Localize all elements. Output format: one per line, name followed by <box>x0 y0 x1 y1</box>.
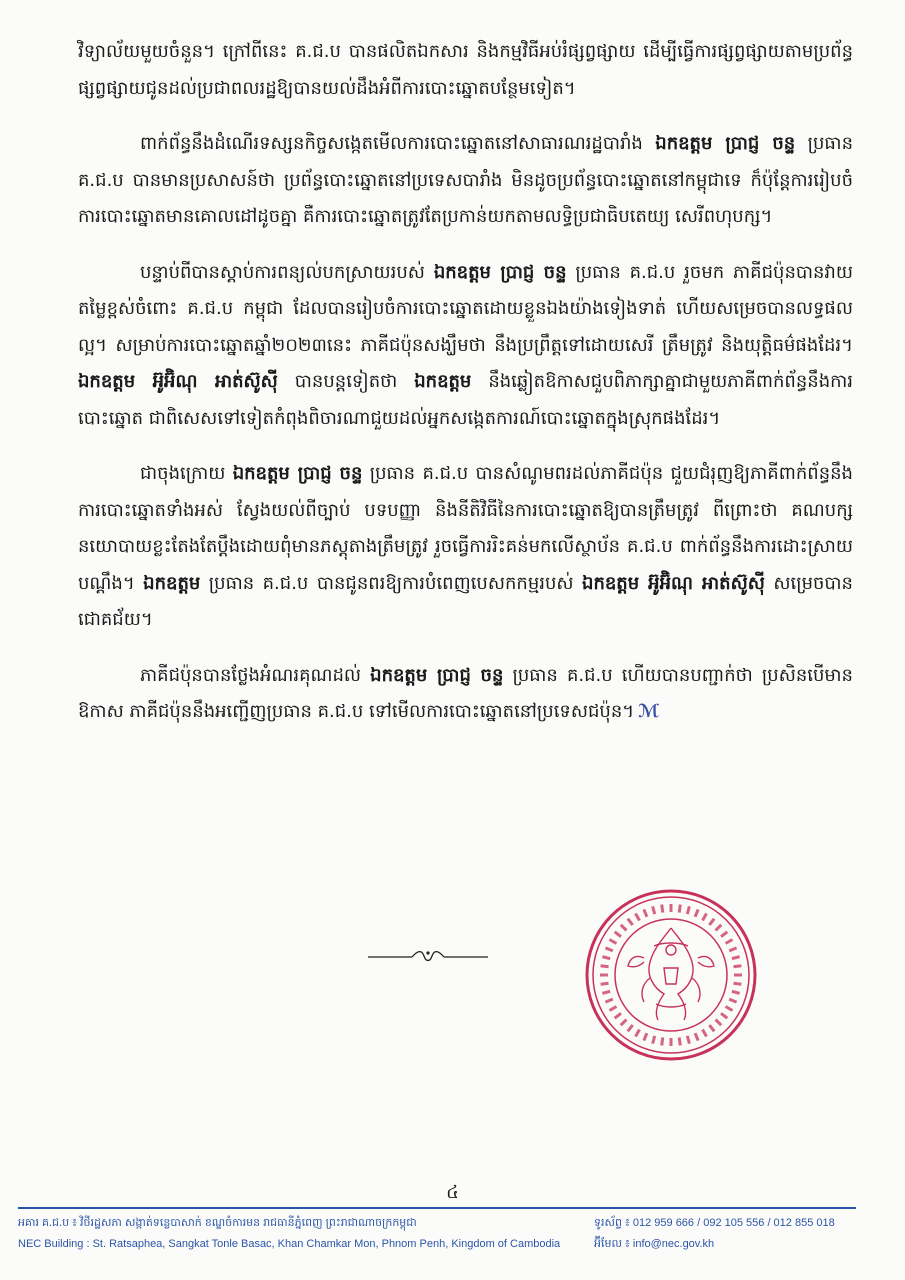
seal-lettering-mark <box>701 1029 708 1037</box>
seal-lettering-mark <box>686 906 691 915</box>
paragraph-text: វិទ្យាល័យមួយចំនួន។ ក្រៅពីនេះ គ.ជ.ប បានផលិតឯកសារ និងកម្មវិធីអប់រំផ្សព្វផ្សាយ ដើម្បីធ្វើការផ្សព្វផ្សាយតាមប្រព័ន្ធផ្សព្វផ្សាយជូនដល់ប្រជាពលរដ្ឋឱ្យបានយល់ដឹងអំពីការបោះឆ្នោតបន្ថែមទៀត។ <box>78 41 853 99</box>
footer-phone: ទូរស័ព្ទ ៖ 012 959 666 / 092 105 556 / 012 855 018 <box>594 1217 835 1229</box>
seal-lettering-mark <box>634 913 641 921</box>
paragraph-text: នឹងឆ្លៀតឱកាសជួបពិភាក្សាគ្នាជាមួយភាគីពាក់ព័ន្ធនឹងការបោះឆ្នោត ជាពិសេសទៅទៀតកំពុងពិចារណាជួយដល់អ្នកសង្កេតការណ៍បោះឆ្នោតក្នុងស្រុកផងដែរ។ <box>78 371 853 429</box>
seal-lettering-mark <box>729 998 738 1004</box>
seal-lettering-mark <box>600 982 608 986</box>
seal-lettering-mark <box>733 982 741 986</box>
footer-address-english: NEC Building : St. Ratsaphea, Sangkat Tonle Basac, Khan Chamkar Mon, Phnom Penh, Kingdom of Cambodia <box>18 1238 561 1250</box>
seal-lettering-mark <box>614 1012 622 1019</box>
paragraph-text: ពាក់ព័ន្ធនឹងដំណើរទស្សនកិច្ចសង្កេតមើលការបោះឆ្នោតនៅសាធារណរដ្ឋបារាំង <box>140 133 656 154</box>
footer-divider <box>18 1207 856 1209</box>
paragraph-text: បានបន្តទៀតថា <box>277 371 415 392</box>
seal-lettering-mark <box>627 1024 634 1032</box>
footer-address <box>18 1213 588 1255</box>
body-text <box>78 34 853 750</box>
seal-lettering-mark <box>708 918 715 926</box>
seal-lettering-mark <box>725 938 733 945</box>
seal-lettering-mark <box>714 924 722 932</box>
seal-lettering-mark <box>686 1035 691 1044</box>
divider-ornament <box>368 948 488 964</box>
name-emphasis: ឯកឧត្តម ប្រាជ្ញ ចន្ទ <box>232 463 363 484</box>
seal-lettering-mark <box>731 955 740 960</box>
seal-lettering-mark <box>708 1024 715 1032</box>
footer-address-khmer: អគារ គ.ជ.ប ៖ វិថីរដ្ឋសភា សង្កាត់ទន្លេបាសាក់ ខណ្ឌចំការមន រាជធានីភ្នំពេញ ព្រះរាជាណាចក្រកម្ពុជា <box>18 1217 417 1229</box>
name-emphasis: ឯកឧត្តម <box>414 371 472 392</box>
seal-lettering-mark <box>678 1037 682 1045</box>
seal-lettering-mark <box>620 1018 628 1026</box>
paragraph <box>78 658 853 731</box>
seal-lettering-mark <box>620 924 628 932</box>
seal-lettering-mark <box>734 974 742 977</box>
paragraph-text: ប្រធាន គ.ជ.ប បានជូនពរឱ្យការបំពេញបេសកកម្មរបស់ <box>200 572 583 594</box>
seal-lettering-mark <box>660 904 664 912</box>
seal-lettering-mark <box>731 990 740 995</box>
official-seal <box>584 888 758 1062</box>
seal-lettering-mark <box>600 974 608 977</box>
seal-lettering-mark <box>602 955 611 960</box>
seal-lettering-mark <box>701 913 708 921</box>
seal-lettering-mark <box>609 1005 617 1012</box>
paragraph-text: ប្រធាន គ.ជ.ប បានសំណូមពរដល់ភាគីជប៉ុន ជួយជំរុញឱ្យភាគីពាក់ព័ន្ធនឹងការបោះឆ្នោតទាំងអស់ ស្វែងយល់ពីច្បាប់ បទបញ្ញា និងនីតិវិធីនៃការបោះឆ្នោតឱ្យបានត្រឹមត្រូវ ពីព្រោះថា គណបក្សនយោបាយខ្លះតែងតែប្តឹងដោយពុំមានភស្តុតាងត្រឹមត្រូវ រួចធ្វើការរិះគន់មកលើស្ថាប័ន គ.ជ.ប ពាក់ព័ន្ធនឹងការដោះស្រាយបណ្តឹង។ <box>78 463 853 594</box>
seal-lettering-mark <box>670 1038 673 1046</box>
name-emphasis: ឯកឧត្តម <box>143 572 201 594</box>
seal-lettering-mark <box>609 938 617 945</box>
seal-lettering-mark <box>678 904 682 912</box>
seal-lettering-mark <box>600 964 608 968</box>
paragraph <box>78 126 853 236</box>
page-number: ៤ <box>446 1182 459 1203</box>
seal-lettering-mark <box>605 998 614 1004</box>
seal-lettering-mark <box>605 946 614 952</box>
footer-email: អ៊ីមែល ៖ info@nec.gov.kh <box>594 1238 715 1250</box>
seal-lettering-mark <box>642 909 648 918</box>
paragraph <box>78 456 853 639</box>
seal-lettering-mark <box>694 1033 700 1042</box>
seal-lettering-mark <box>729 946 738 952</box>
seal-lettering-mark <box>651 906 656 915</box>
seal-lettering-mark <box>614 931 622 938</box>
seal-lettering-mark <box>670 904 673 912</box>
seal-lettering-mark <box>725 1005 733 1012</box>
paragraph <box>78 34 853 107</box>
paragraph <box>78 255 853 438</box>
paragraph-text: ជាចុងក្រោយ <box>140 463 233 484</box>
name-emphasis: ឯកឧត្តម ប្រាជ្ញ ចន្ទ <box>655 133 796 154</box>
paragraph-text: ប្រធាន គ.ជ.ប បានមានប្រសាសន៍ថា ប្រព័ន្ធបោះឆ្នោតនៅប្រទេសបារាំង មិនដូចប្រព័ន្ធបោះឆ្នោតនៅកម្ពុជាទេ ក៏ប៉ុន្តែការរៀបចំការបោះឆ្នោតមានគោលដៅដូចគ្នា គឺការបោះឆ្នោតត្រូវតែប្រកាន់យកតាមលទ្ធិប្រជាធិបតេយ្យ សេរីពហុបក្ស។ <box>78 133 853 227</box>
seal-lettering-mark <box>660 1037 664 1045</box>
name-emphasis: ឯកឧត្តម ប្រាជ្ញ ចន្ទ <box>433 261 567 283</box>
seal-lettering-mark <box>634 1029 641 1037</box>
seal-lettering-mark <box>720 1012 728 1019</box>
seal-lettering-mark <box>694 909 700 918</box>
paragraph-text: ភាគីជប៉ុនបានថ្លែងអំណរគុណដល់ <box>140 664 371 686</box>
name-emphasis: ឯកឧត្តម អ៊ូអ៊ិណុ អាត់ស៊ូស៊ី <box>78 371 278 392</box>
seal-lettering-mark <box>602 990 611 995</box>
name-emphasis: ឯកឧត្តម អ៊ូអ៊ិណុ អាត់ស៊ូស៊ី <box>582 572 765 594</box>
footer-contact <box>594 1213 864 1255</box>
paragraph-text: បន្ទាប់ពីបានស្តាប់ការពន្យល់បកស្រាយរបស់ <box>140 261 434 283</box>
seal-lettering-mark <box>714 1018 722 1026</box>
seal-lettering-mark <box>642 1033 648 1042</box>
seal-lettering-mark <box>733 964 741 968</box>
name-emphasis: ឯកឧត្តម ប្រាជ្ញ ចន្ទ <box>370 664 504 686</box>
paragraph-text: ប្រធាន គ.ជ.ប ហើយបានបញ្ជាក់ថា ប្រសិនបើមានឱកាស ភាគីជប៉ុននឹងអញ្ជើញប្រធាន គ.ជ.ប ទៅមើលការបោះឆ្នោតនៅប្រទេសជប៉ុន។ <box>78 664 853 722</box>
seal-lettering-mark <box>651 1035 656 1044</box>
paragraph-text: ប្រធាន គ.ជ.ប រួចមក ភាគីជប៉ុនបានវាយតម្លៃខ្ពស់ចំពោះ គ.ជ.ប កម្ពុជា ដែលបានរៀបចំការបោះឆ្នោតដោយខ្លួនឯងយ៉ាងទៀងទាត់ ហើយសម្រេចបានលទ្ធផលល្អ។ សម្រាប់ការបោះឆ្នោតឆ្នាំ២០២៣នេះ ភាគីជប៉ុនសង្ឃឹមថា នឹងប្រព្រឹត្តទៅដោយសេរី ត្រឹមត្រូវ និងយុត្តិធម៌ផងដែរ។ <box>78 261 853 356</box>
initials-mark: ℳ <box>638 701 660 722</box>
seal-lettering-mark <box>720 931 728 938</box>
seal-lettering-mark <box>627 918 634 926</box>
paragraph-text: សម្រេចបានជោគជ័យ។ <box>78 572 853 630</box>
